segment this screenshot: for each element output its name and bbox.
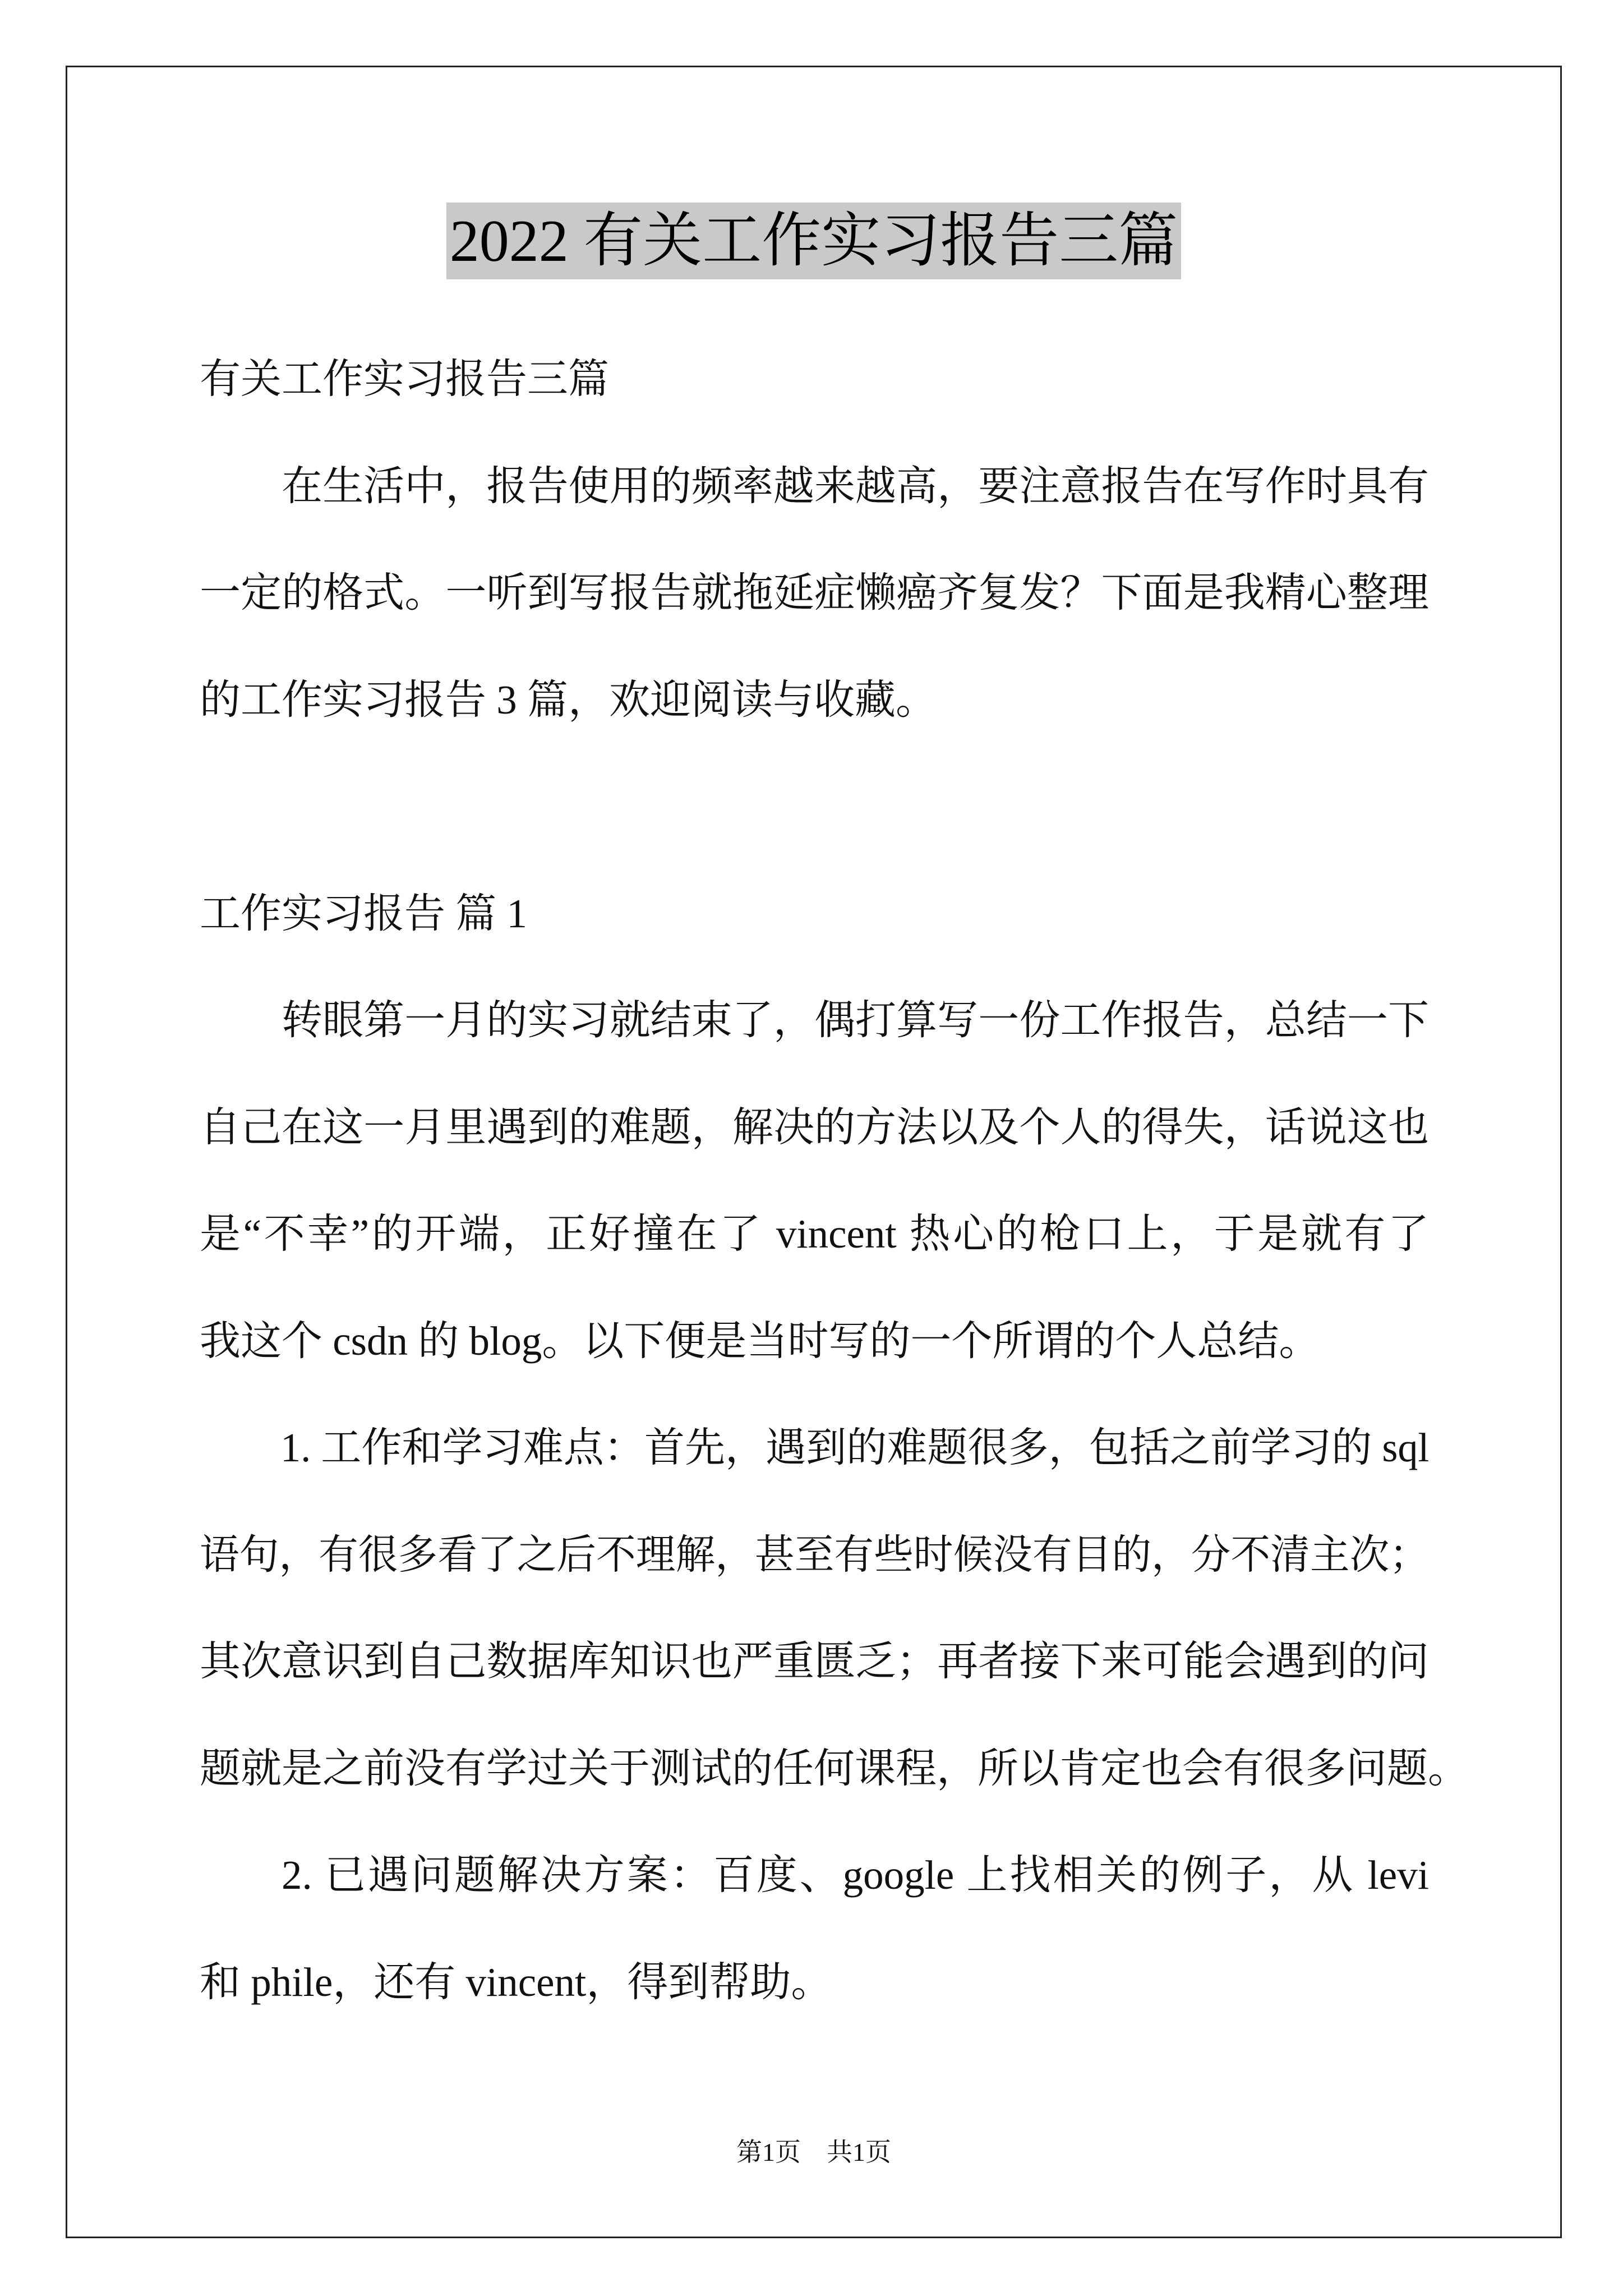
paragraph-line: 其次意识到自己数据库知识也严重匮乏；再者接下来可能会遇到的问 <box>200 1639 1429 1684</box>
body-paragraph <box>200 1822 1429 2036</box>
paragraph-line: 在生活中，报告使用的频率越来越高，要注意报告在写作时具有 <box>282 463 1429 509</box>
title-row <box>66 203 1561 279</box>
paragraph-line: 我这个 csdn 的 blog。以下便是当时写的一个所谓的个人总结。 <box>200 1318 1320 1364</box>
paragraph-line: 转眼第一月的实习就结束了，偶打算写一份工作报告，总结一下 <box>282 997 1429 1043</box>
paragraph-line: 2. 已遇问题解决方案：百度、google 上找相关的例子，从 levi <box>282 1852 1429 1898</box>
paragraph-line: 自己在这一月里遇到的难题，解决的方法以及个人的得失，话说这也 <box>200 1104 1429 1150</box>
paragraph-line: 1. 工作和学习难点：首先，遇到的难题很多，包括之前学习的 sql <box>280 1425 1430 1470</box>
section-heading: 工作实习报告 篇 1 <box>200 890 527 936</box>
paragraph-line: 和 phile，还有 vincent，得到帮助。 <box>200 1959 832 2005</box>
page-footer: 第1页 共1页 <box>736 2138 891 2166</box>
paragraph-line: 的工作实习报告 3 篇，欢迎阅读与收藏。 <box>200 677 937 723</box>
paragraph-line: 是“不幸”的开端，正好撞在了 vincent 热心的枪口上，于是就有了 <box>200 1211 1429 1257</box>
paragraph-line: 题就是之前没有学过关于测试的任何课程，所以肯定也会有很多问题。 <box>200 1745 1469 1791</box>
document-title: 2022 有关工作实习报告三篇 <box>446 203 1182 279</box>
blank-line <box>200 753 1429 861</box>
paragraph-line: 语句，有很多看了之后不理解，甚至有些时候没有目的，分不清主次； <box>200 1531 1429 1577</box>
body-paragraph <box>200 967 1429 1395</box>
document-subtitle: 有关工作实习报告三篇 <box>200 356 609 402</box>
paragraph-line: 一定的格式。一听到写报告就拖延症懒癌齐复发？下面是我精心整理 <box>200 570 1429 615</box>
intro-paragraph <box>200 433 1429 754</box>
document-body <box>200 326 1469 2036</box>
body-paragraph <box>200 1395 1469 1822</box>
